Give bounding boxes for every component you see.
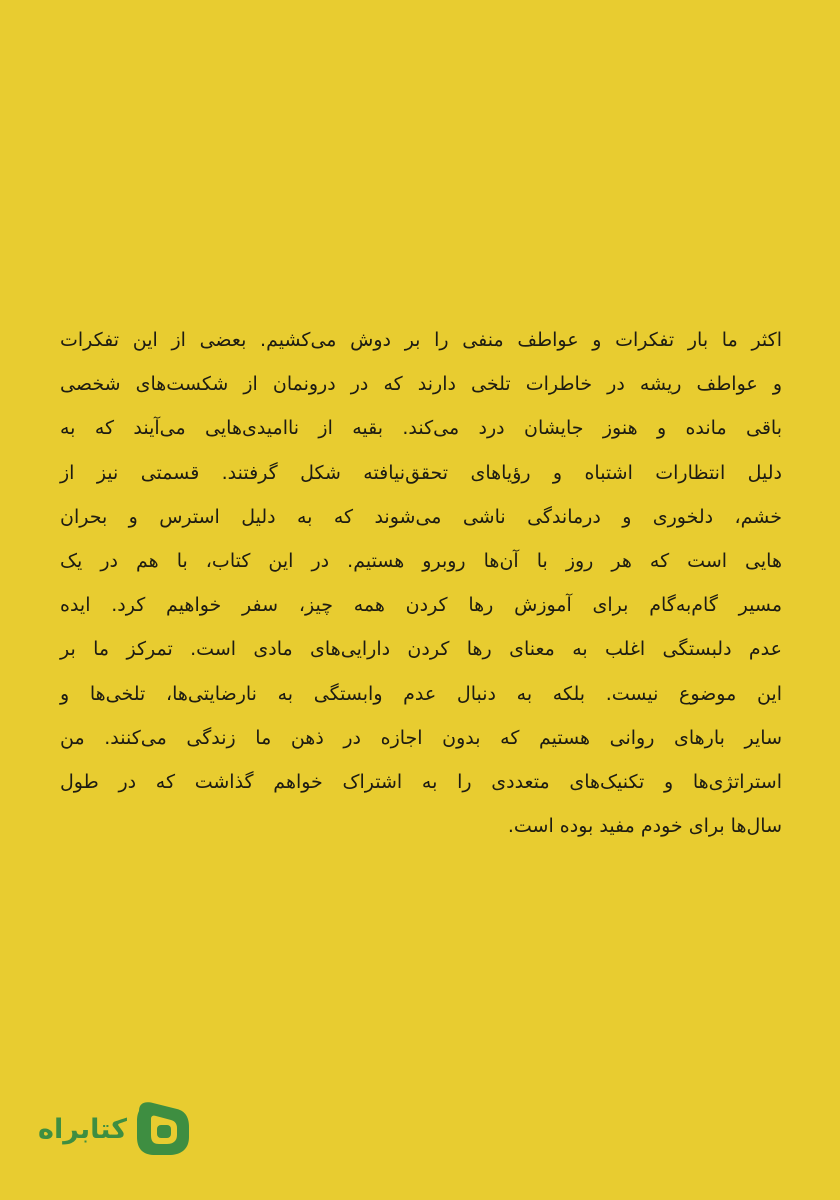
blurb-line: سایر بارهای روانی هستیم که بدون اجازه در ذهن ما زندگی می‌کنند. من [60, 726, 782, 749]
ketabrah-logo-icon [131, 1097, 193, 1159]
blurb-line: دلیل انتظارات اشتباه و رؤیاهای تحقق‌نیافته شکل گرفتند. قسمتی نیز از [60, 461, 782, 484]
blurb-line: مسیر گام‌به‌گام برای آموزش رها کردن همه چیز، سفر خواهیم کرد. ایده [60, 594, 782, 617]
blurb-line: اکثر ما بار تفکرات و عواطف منفی را بر دوش می‌کشیم. بعضی از این تفکرات [60, 329, 782, 351]
blurb-line: باقی مانده و هنوز جایشان درد می‌کند. بقیه از ناامیدی‌هایی می‌آیند که به [60, 417, 782, 440]
blurb-line: عدم دلبستگی اغلب به معنای رها کردن دارایی‌های مادی است. تمرکز ما بر [60, 638, 782, 661]
logo-text: کتابراه [38, 1113, 127, 1145]
blurb-line: استراتژی‌ها و تکنیک‌های متعددی را به اشتراک خواهم گذاشت که در طول [60, 770, 782, 793]
blurb-line: سال‌ها برای خودم مفید بوده است. [507, 815, 782, 838]
blurb-line: این موضوع نیست. بلکه به دنبال عدم وابستگی به نارضایتی‌ها، تلخی‌ها و [60, 682, 782, 705]
blurb-line: هایی است که هر روز با آن‌ها روبرو هستیم. در این کتاب، با هم در یک [60, 549, 782, 572]
blurb-line: و عواطف ریشه در خاطرات تلخی دارند که در درونمان از شکست‌های شخصی [60, 373, 782, 396]
blurb-line: خشم، دلخوری و درماندگی ناشی می‌شوند که به دلیل استرس و بحران [60, 505, 782, 528]
back-cover-blurb [60, 318, 782, 848]
ketabrah-logo [38, 1096, 218, 1160]
